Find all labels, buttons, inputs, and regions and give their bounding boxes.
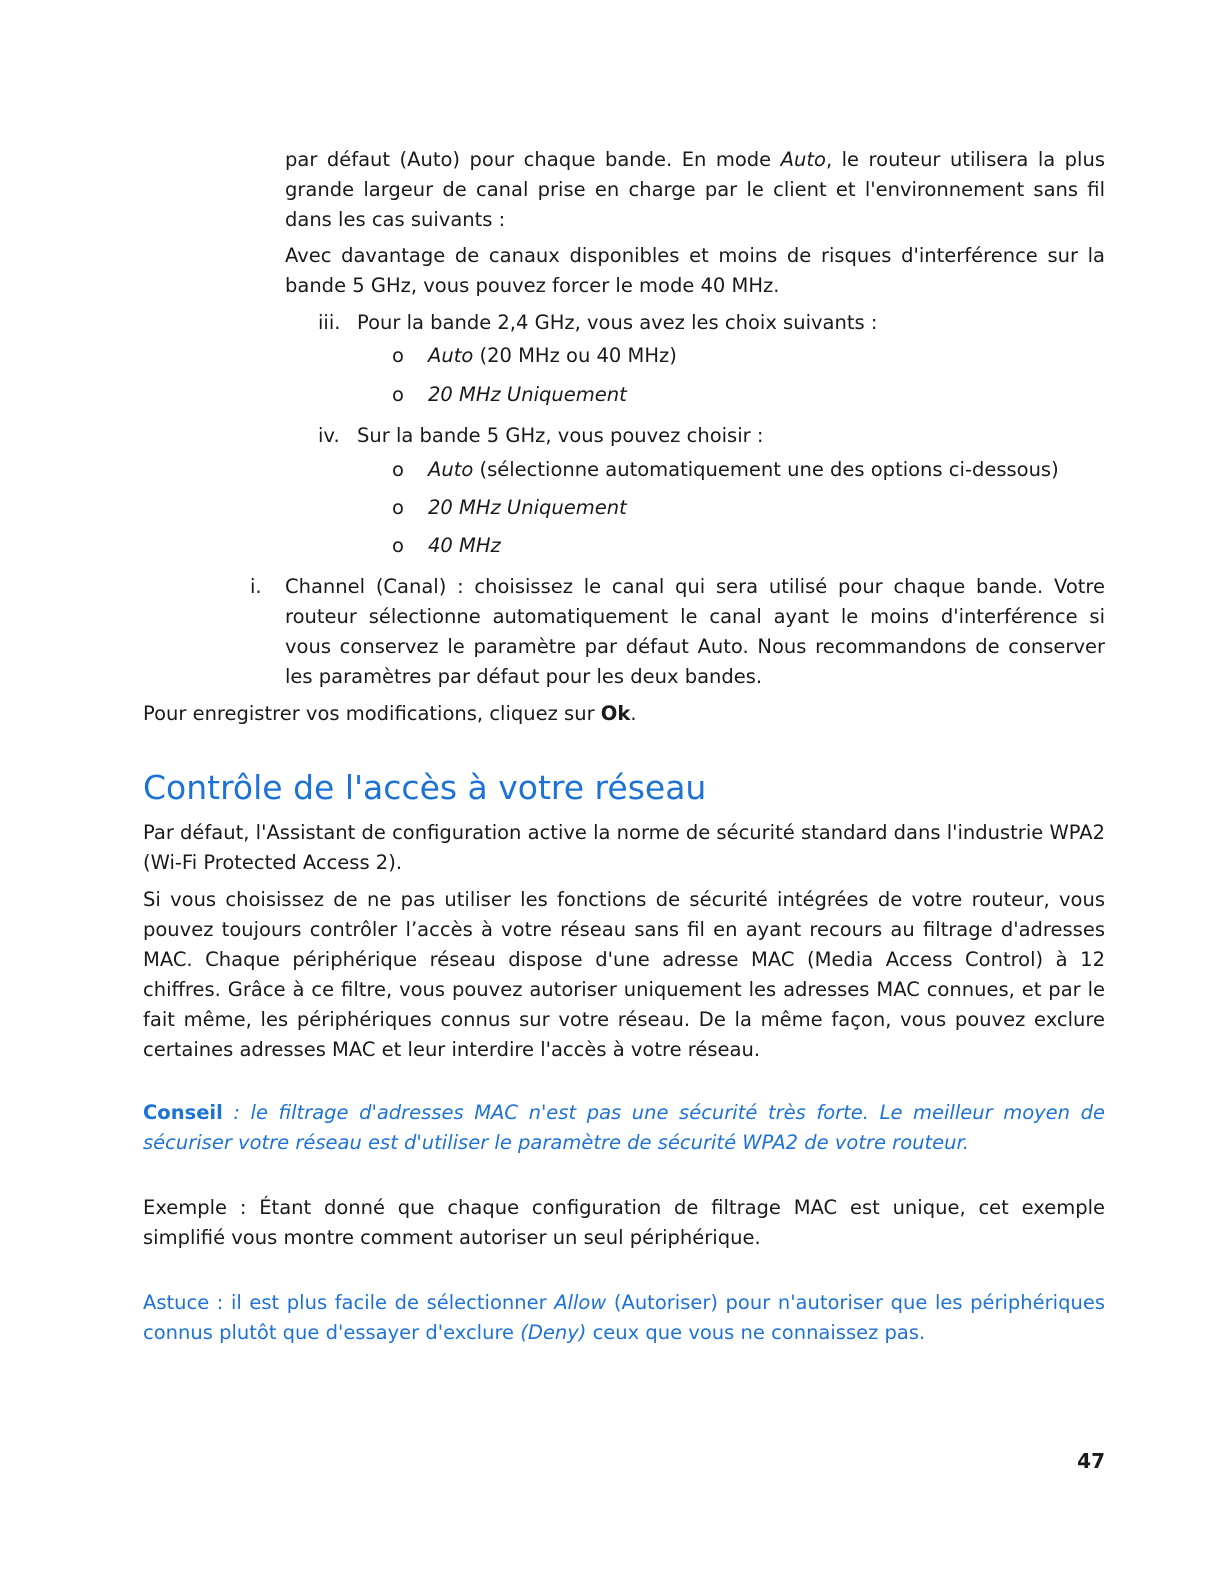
save-suffix: . (630, 702, 637, 725)
bullet: o (392, 383, 404, 406)
bullet: o (392, 458, 404, 481)
list-marker-iii: iii. (318, 311, 341, 334)
option-auto-5 (428, 455, 1059, 485)
ok-label: Ok (600, 702, 631, 725)
option-20mhz-24: 20 MHz Uniquement (428, 383, 627, 406)
intro-auto-term: Auto (780, 148, 826, 171)
example-paragraph: Exemple : Étant donné que chaque configuration de filtrage MAC est unique, cet exemple simplifié vous montre comment autoriser un seul périphérique. (143, 1196, 1105, 1249)
intro-text-2: , le routeur utilisera la plus grande largeur de canal prise en charge par le client et l'environnement sans fil dans les cas suivants : (285, 148, 1105, 231)
save-instruction (143, 699, 637, 729)
option-term: Auto (428, 344, 474, 367)
list-marker-i: i. (250, 575, 262, 598)
section-paragraph-1: Par défaut, l'Assistant de configuration active la norme de sécurité standard dans l'industrie WPA2 (Wi-Fi Protected Access 2). (143, 821, 1105, 874)
tip-label: Conseil (143, 1101, 223, 1124)
option-20mhz-5: 20 MHz Uniquement (428, 496, 627, 519)
save-text: Pour enregistrer vos modifications, cliquez sur (143, 702, 601, 725)
hint-text-1: Astuce : il est plus facile de sélectionner (143, 1291, 555, 1314)
intro-paragraph (285, 145, 1105, 235)
hint-text-3: ceux que vous ne connaissez pas. (586, 1321, 926, 1344)
option-auto-24 (428, 341, 677, 371)
section-paragraph-2: Si vous choisissez de ne pas utiliser les fonctions de sécurité intégrées de votre routeur, vous pouvez toujours contrôler l’accès à votre réseau sans fil en ayant recours au filtrage d'adresses MAC. Chaque périphérique réseau dispose d'une adresse MAC (Media Access Control) à 12 chiffres. Grâce à ce filtre, vous pouvez autoriser uniquement les adresses MAC connues, et par le fait même, les périphériques connus sur votre réseau. De la même façon, vous pouvez exclure certaines adresses MAC et leur interdire l'accès à votre réseau. (143, 888, 1105, 1061)
option-desc: (sélectionne automatiquement une des options ci-dessous) (473, 458, 1059, 481)
bullet: o (392, 534, 404, 557)
option-term: Auto (428, 458, 474, 481)
option-40mhz-5: 40 MHz (428, 534, 501, 557)
bullet: o (392, 344, 404, 367)
intro-text-1: par défaut (Auto) pour chaque bande. En mode (285, 148, 781, 171)
tip-text: : le filtrage d'adresses MAC n'est pas une sécurité très forte. Le meilleur moyen de sécuriser votre réseau est d'utiliser le paramètre de sécurité WPA2 de votre routeur. (143, 1101, 1105, 1154)
tip-note (143, 1098, 1105, 1158)
hint-note (143, 1288, 1105, 1348)
hint-deny-term: (Deny) (520, 1321, 587, 1344)
list-item-channel: Channel (Canal) : choisissez le canal qui sera utilisé pour chaque bande. Votre routeur sélectionne automatiquement le canal ayant le moins d'interférence si vous conservez le paramètre par défaut Auto. Nous recommandons de conserver les paramètres par défaut pour les deux bandes. (285, 575, 1105, 688)
intro-paragraph-2: Avec davantage de canaux disponibles et moins de risques d'interférence sur la bande 5 GHz, vous pouvez forcer le mode 40 MHz. (285, 244, 1105, 297)
section-heading: Contrôle de l'accès à votre réseau (143, 768, 707, 807)
list-item-iv: Sur la bande 5 GHz, vous pouvez choisir : (357, 424, 764, 447)
list-marker-iv: iv. (318, 424, 340, 447)
option-desc: (20 MHz ou 40 MHz) (473, 344, 677, 367)
bullet: o (392, 496, 404, 519)
list-item-iii: Pour la bande 2,4 GHz, vous avez les choix suivants : (357, 311, 878, 334)
page-number: 47 (1077, 1449, 1105, 1473)
hint-allow-term: Allow (554, 1291, 607, 1314)
hint-text-2: (Autoriser) pour n'autoriser que les périphériques connus plutôt que d'essayer d'exclure (143, 1291, 1105, 1344)
